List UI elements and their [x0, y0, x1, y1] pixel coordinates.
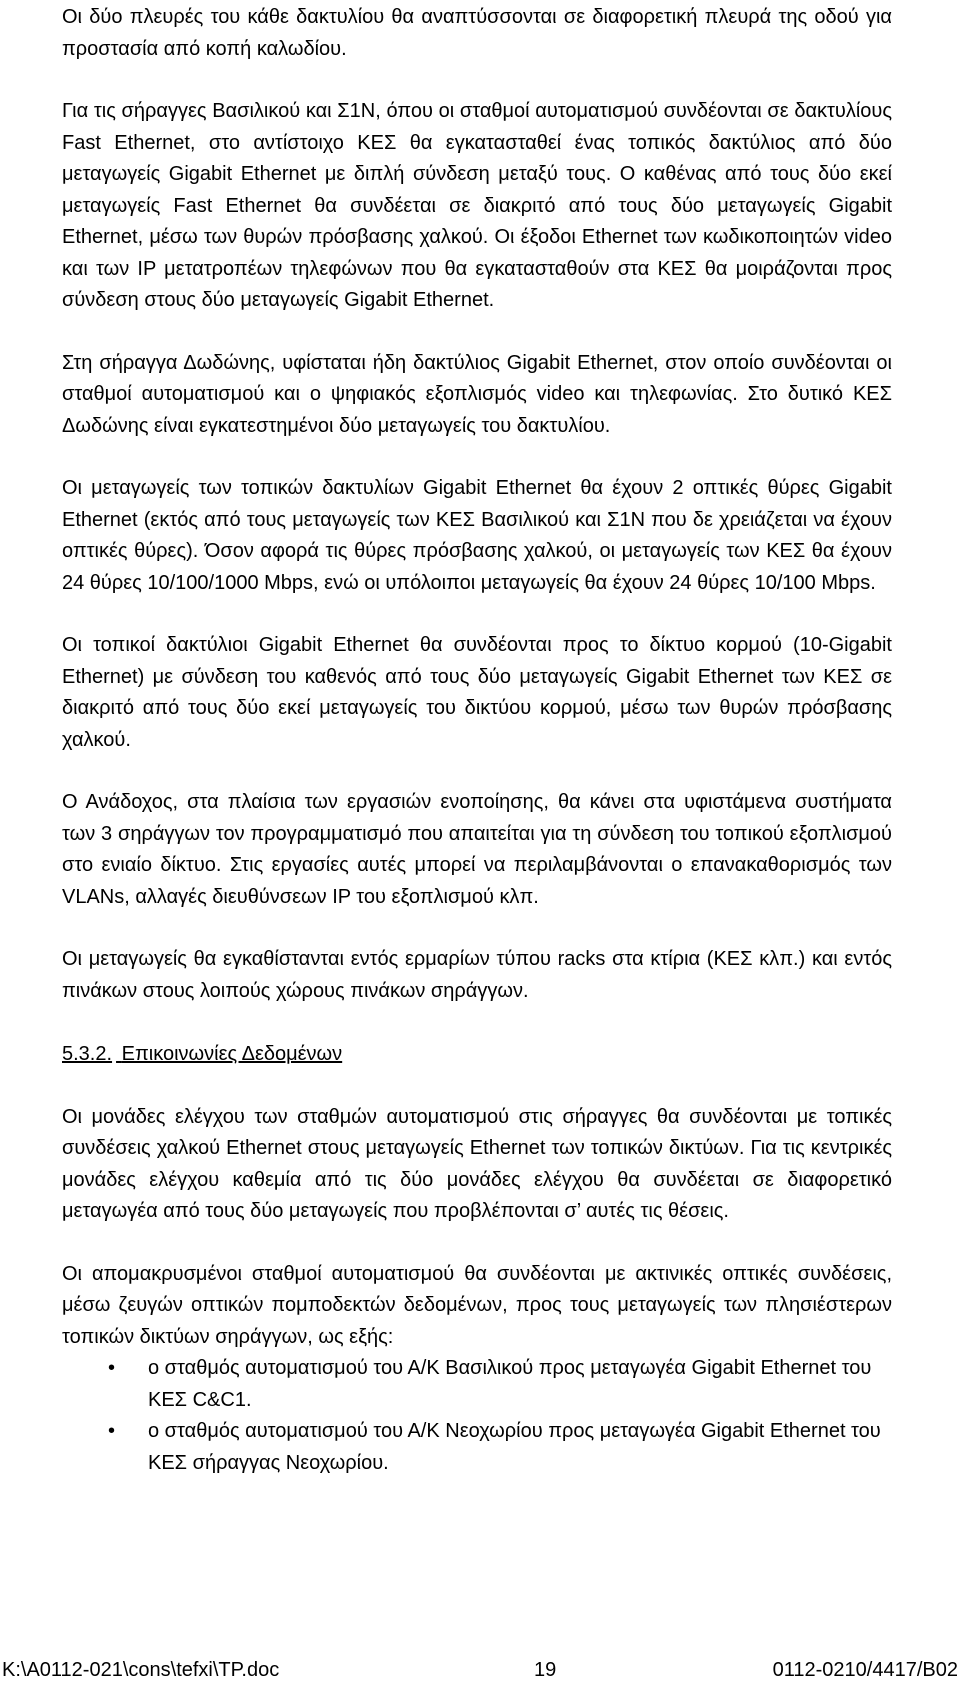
list-item-text: ο σταθμός αυτοματισμού του Α/Κ Βασιλικού προς μεταγωγέα Gigabit Ethernet του ΚΕΣ C&C1. — [148, 1357, 872, 1411]
footer-document-code: 0112-0210/4417/B02 — [772, 1659, 958, 1681]
paragraph-remote-stations: Οι απομακρυσμένοι σταθμοί αυτοματισμού θα συνδέονται με ακτινικές οπτικές συνδέσεις, μέσω ζευγών οπτικών πομποδεκτών δεδομένων, προς τους μεταγωγείς των πλησιέστερων τοπικών δικτύων σηράγγων, ως εξής: — [62, 1262, 892, 1348]
remote-stations-list — [62, 1353, 892, 1479]
section-heading — [62, 1039, 892, 1071]
footer-file-path: K:\A0112-021\cons\tefxi\TP.doc — [2, 1659, 280, 1681]
bullet-icon: • — [108, 1420, 116, 1442]
section-number: 5.3.2. — [62, 1043, 113, 1065]
paragraph-control-units: Οι μονάδες ελέγχου των σταθμών αυτοματισμού στις σήραγγες θα συνδέονται με τοπικές συνδέσεις χαλκού Ethernet στους μεταγωγείς Ethernet των τοπικών δικτύων. Για τις κεντρικές μονάδες ελέγχου καθεμία από τις δύο μονάδες ελέγχου θα συνδέεται σε διαφορετικό μεταγωγέα από τους δύο μεταγωγείς που προβλέπονται σ’ αυτές τις θέσεις. — [62, 1105, 892, 1222]
paragraph-dodoni-tunnel: Στη σήραγγα Δωδώνης, υφίσταται ήδη δακτύλιος Gigabit Ethernet, στον οποίο συνδέονται οι σταθμοί αυτοματισμού και ο ψηφιακός εξοπλισμός video και τηλεφωνίας. Στο δυτικό ΚΕΣ Δωδώνης είναι εγκατεστημένοι δύο μεταγωγείς του δακτυλίου. — [62, 351, 892, 437]
bullet-icon: • — [108, 1357, 116, 1379]
paragraph-rack-installation: Οι μεταγωγείς θα εγκαθίστανται εντός ερμαρίων τύπου racks στα κτίρια (ΚΕΣ κλπ.) και εντός πινάκων στους λοιπούς χώρους πινάκων σηράγγων. — [62, 948, 892, 1002]
footer-page-number: 19 — [534, 1659, 557, 1681]
page-footer — [2, 1655, 958, 1685]
section-title: Επικοινωνίες Δεδομένων — [121, 1043, 343, 1065]
list-item — [62, 1416, 892, 1479]
list-item — [62, 1353, 892, 1416]
document-body — [62, 2, 892, 1479]
paragraph-switch-ports: Οι μεταγωγείς των τοπικών δακτυλίων Gigabit Ethernet θα έχουν 2 οπτικές θύρες Gigabit Ethernet (εκτός από τους μεταγωγείς των ΚΕΣ Βασιλικού και Σ1Ν που δε χρειάζεται να έχουν οπτικές θύρες). Όσον αφορά τις θύρες πρόσβασης χαλκού, οι μεταγωγείς των ΚΕΣ θα έχουν 24 θύρες 10/100/1000 Mbps, ενώ οι υπόλοιποι μεταγωγείς θα έχουν 24 θύρες 10/100 Mbps. — [62, 477, 892, 594]
list-item-text: ο σταθμός αυτοματισμού του Α/Κ Νεοχωρίου προς μεταγωγέα Gigabit Ethernet του ΚΕΣ σήραγγας Νεοχωρίου. — [148, 1420, 881, 1474]
paragraph-contractor-integration: Ο Ανάδοχος, στα πλαίσια των εργασιών ενοποίησης, θα κάνει στα υφιστάμενα συστήματα των 3 σηράγγων τον προγραμματισμό που απαιτείται για τη σύνδεση του τοπικού εξοπλισμού στο ενιαίο δίκτυο. Στις εργασίες αυτές μπορεί να περιλαμβάνονται ο επανακαθορισμός των VLANs, αλλαγές διευθύνσεων IP του εξοπλισμού κλπ. — [62, 791, 892, 908]
paragraph-backbone-connection: Οι τοπικοί δακτύλιοι Gigabit Ethernet θα συνδέονται προς το δίκτυο κορμού (10-Gigabit Ethernet) με σύνδεση του καθενός από τους δύο μεταγωγείς Gigabit Ethernet των ΚΕΣ σε διακριτό από τους δύο εκεί μεταγωγείς του δικτύου κορμού, μέσω των θυρών πρόσβασης χαλκού. — [62, 634, 892, 751]
paragraph-vasiliko-tunnels: Για τις σήραγγες Βασιλικού και Σ1Ν, όπου οι σταθμοί αυτοματισμού συνδέονται σε δακτυλίους Fast Ethernet, στο αντίστοιχο ΚΕΣ θα εγκατασταθεί ένας τοπικός δακτύλιος από δύο μεταγωγείς Gigabit Ethernet με διπλή σύνδεση μεταξύ τους. Ο καθένας από τους δύο εκεί μεταγωγείς Fast Ethernet θα συνδέεται σε διακριτό από τους δύο μεταγωγείς Gigabit Ethernet, μέσω των θυρών πρόσβασης χαλκού. Οι έξοδοι Ethernet των κωδικοποιητών video και των IP μετατροπέων τηλεφώνων που θα εγκατασταθούν στα ΚΕΣ θα μοιράζονται προς σύνδεση στους δύο μεταγωγείς Gigabit Ethernet. — [62, 100, 892, 311]
paragraph-ring-sides: Οι δύο πλευρές του κάθε δακτυλίου θα αναπτύσσονται σε διαφορετική πλευρά της οδού για προστασία από κοπή καλωδίου. — [62, 6, 892, 60]
